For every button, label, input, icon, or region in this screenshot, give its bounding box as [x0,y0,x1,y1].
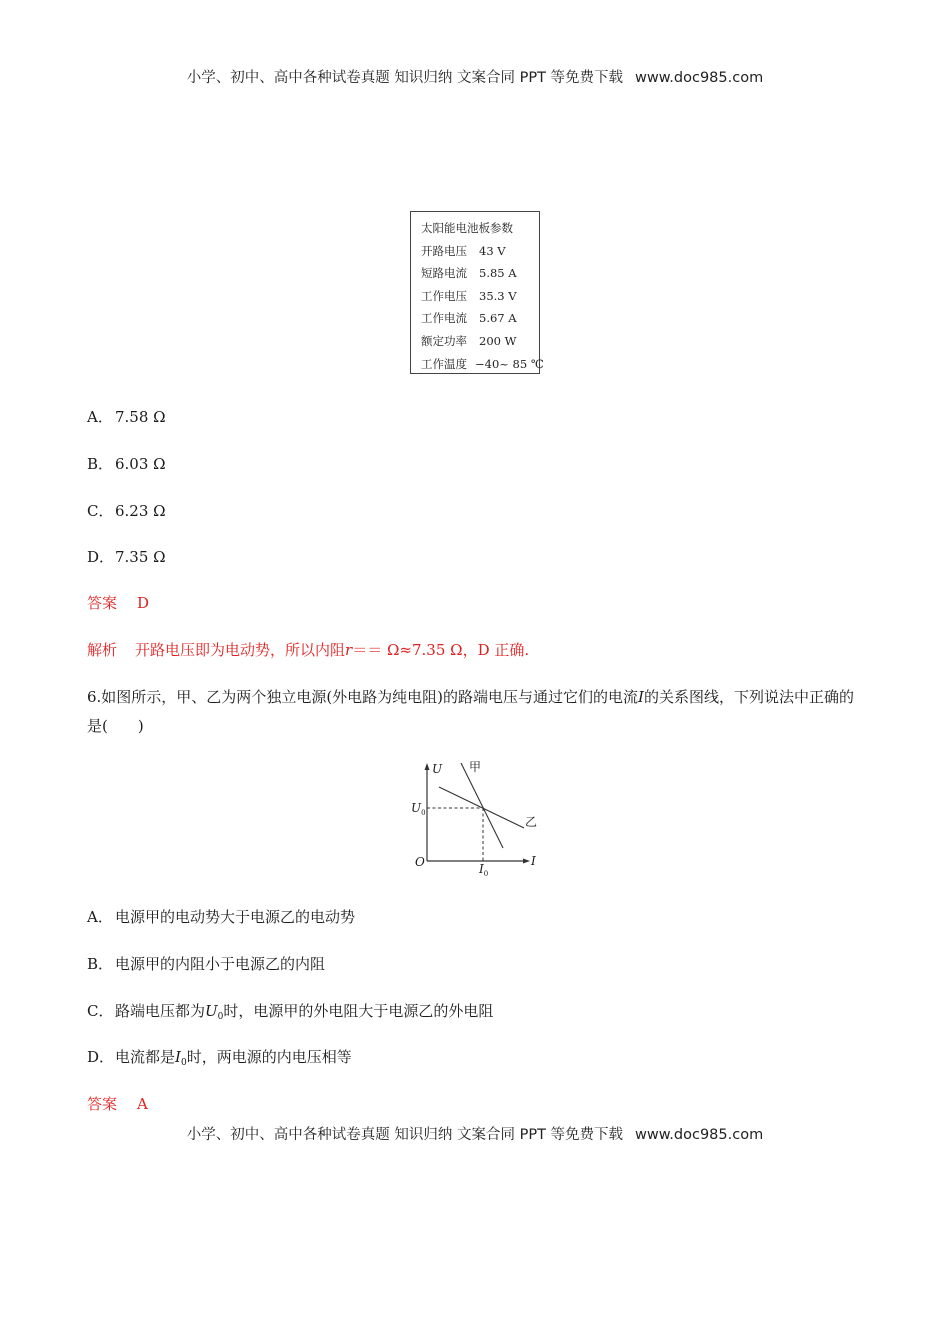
solar-panel-param-table [410,211,544,374]
footer-banner [0,1123,950,1144]
x-axis-label: I [531,854,536,868]
banner-text: 小学、初中、高中各种试卷真题 知识归纳 文案合同 PPT 等免费下载 [186,1127,624,1143]
q6-option-c: C． 路端电压都为$U_0$时，电源甲的外电阻大于电源乙的外电阻 [87,1002,494,1022]
q5-option-b: B． 6.03 Ω [87,455,166,473]
q5-analysis: 解析 开路电压即为电动势，所以内阻r＝＝ Ω≈7.35 Ω，D 正确. [87,641,530,659]
analysis-label: 解析 [87,641,118,659]
q6-stem: 6.如图所示，甲、乙为两个独立电源(外电路为纯电阻)的路端电压与通过它们的电流I的关系图线，下列说法中正确的是( ) [87,688,854,735]
banner-url[interactable]: www.doc985.com [635,70,764,86]
i0-label: $I_0$ [479,862,489,878]
q6-answer [87,1093,148,1114]
param-row: 额定功率 200 W [421,333,517,348]
line-jia-label: 甲 [469,760,482,774]
banner-url[interactable]: www.doc985.com [635,1127,764,1143]
answer-label: 答案 [87,1095,118,1113]
header-banner [0,66,950,87]
banner-text: 小学、初中、高中各种试卷真题 知识归纳 文案合同 PPT 等免费下载 [186,70,624,86]
answer-value: D [137,594,150,612]
param-row: 短路电流 5.85 A [421,266,517,281]
origin-label: O [415,855,425,869]
param-table-title: 太阳能电池板参数 [421,221,513,235]
y-axis-label: U [432,762,443,776]
param-row: 工作温度 −40~ 85 ℃ [421,356,544,371]
q5-option-d: D．7.35 Ω [87,548,166,566]
param-row: 工作电压 35.3 V [421,288,517,303]
q5-option-c: C． 6.23 Ω [87,502,166,520]
q6-option-b: B． 电源甲的内阻小于电源乙的内阻 [87,955,326,973]
u0-label: $U_0$ [411,801,426,817]
q5-answer [87,592,149,613]
u-i-graph [405,755,550,880]
q5-option-a: A． 7.58 Ω [87,408,166,426]
line-yi-label: 乙 [525,815,538,829]
q6-option-a: A． 电源甲的电动势大于电源乙的电动势 [87,908,356,926]
param-row: 工作电流 5.67 A [421,311,517,326]
param-row: 开路电压 43 V [421,243,506,258]
answer-value: A [137,1095,148,1113]
q6-option-d: D．电流都是$I_0$时，两电源的内电压相等 [87,1048,352,1068]
answer-label: 答案 [87,594,118,612]
